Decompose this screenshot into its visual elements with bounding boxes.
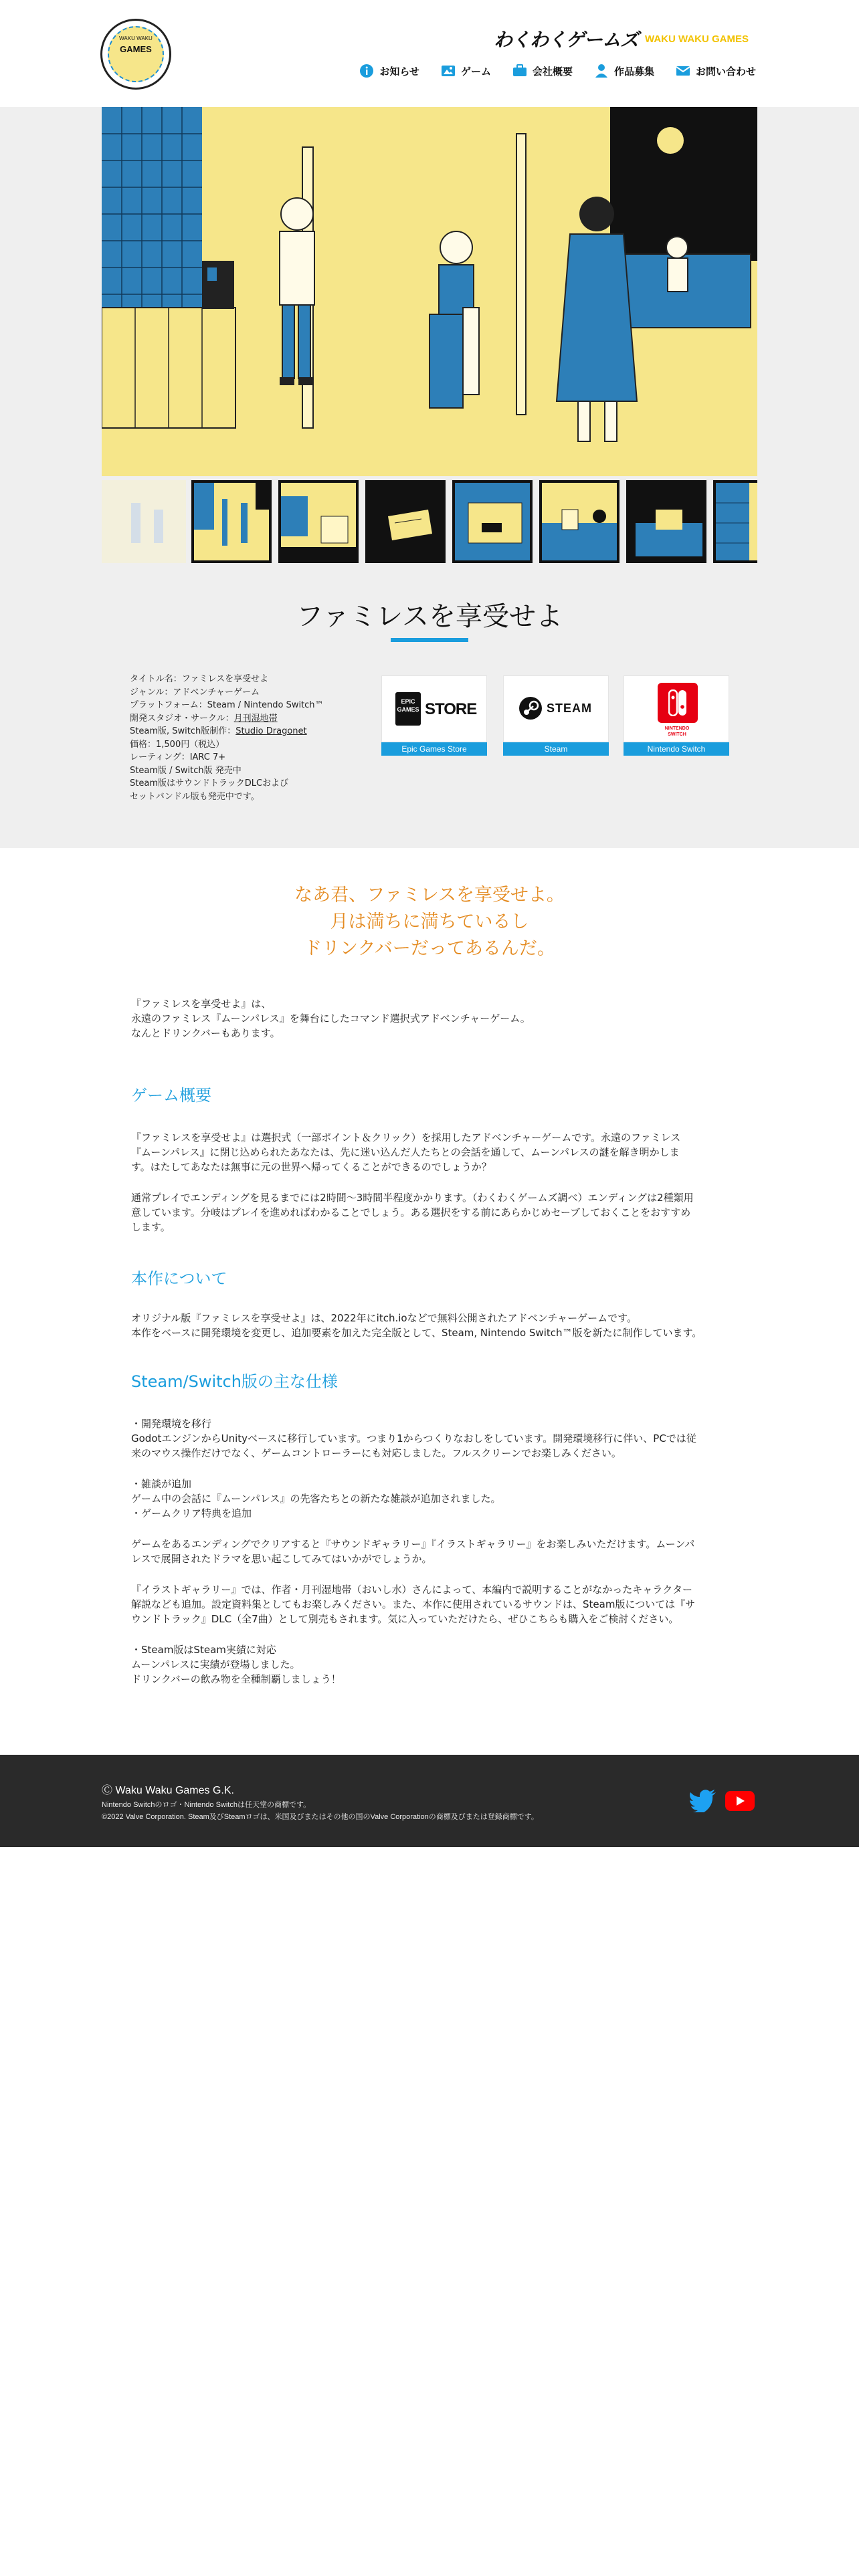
game-info: [130, 673, 344, 803]
specs-p5: ・Steam版はSteam実績に対応 ムーンパレスに実績が登場しました。 ドリンクバーの飲み物を全種制覇しましょう！: [131, 1644, 341, 1685]
gallery-thumb[interactable]: [191, 480, 272, 563]
brand-wordmark[interactable]: [494, 27, 749, 51]
game-image-icon: [441, 64, 456, 78]
info-title: タイトル名：ファミレスを享受せよ: [130, 674, 269, 684]
info-platform: プラットフォーム：Steam / Nintendo Switch™: [130, 700, 324, 710]
nav-recruit[interactable]: [594, 62, 654, 80]
night-window: [610, 107, 757, 261]
logo-top-text: WAKU WAKU: [119, 35, 153, 41]
person-icon: [594, 64, 609, 78]
nav-company-label: 会社概要: [532, 65, 573, 78]
logo-main-text: GAMES: [120, 44, 152, 54]
steam-logo: STEAM: [503, 675, 609, 742]
footer-note-valve: ©2022 Valve Corporation. Steam及びSteamロゴは、米国及びまたはその他の国のValve Corporationの商標及びまたは登録商標です。: [102, 1813, 539, 1821]
footer-copyright: Ⓒ Waku Waku Games G.K.: [102, 1785, 234, 1796]
main-nav: [328, 62, 756, 80]
switch-store-label: Nintendo Switch: [624, 742, 729, 756]
info-port: Steam版, Switch版制作：Studio Dragonet: [130, 726, 307, 736]
site-footer: [0, 1755, 859, 1847]
gallery-thumb[interactable]: [278, 480, 359, 563]
nav-contact-label: お問い合わせ: [695, 65, 756, 78]
brand-jp: わくわくゲームズ: [494, 29, 639, 51]
gallery-thumb[interactable]: [539, 480, 619, 563]
site-header: [0, 0, 859, 107]
intro-text: 『ファミレスを享受せよ』は、 永遠のファミレス『ムーンパレス』を舞台にしたコマンド選択式アドベンチャーゲーム。 なんとドリンクバーもあります。: [131, 998, 531, 1039]
moon-shape: [657, 127, 684, 154]
info-dlc-2: セットバンドル版も発売中です。: [130, 791, 260, 802]
info-studio: 開発スタジオ・サークル：月刊湿地帯: [130, 713, 278, 724]
brand-en: WAKU WAKU GAMES: [645, 33, 749, 45]
steam-store-label: Steam: [503, 742, 609, 756]
briefcase-icon: [512, 64, 527, 78]
catch-line-2: 月は満ちに満ちているし: [330, 911, 529, 932]
overview-p2: 通常プレイでエンディングを見るまでには2時間〜3時間半程度かかります。（わくわくゲームズ調べ）エンディングは2種類用 意しています。分岐はプレイを進めればわかることでしょう。ある選択をする前にあらかじめセーブしておくことをおすすめ します。: [131, 1192, 694, 1233]
twitter-icon[interactable]: [689, 1790, 716, 1812]
gallery-thumb[interactable]: [713, 480, 757, 563]
info-icon: [359, 64, 374, 78]
catch-line-3: ドリンクバーだってあるんだ。: [304, 938, 555, 959]
dragonet-link[interactable]: Studio Dragonet: [235, 726, 307, 736]
hero-illustration: [102, 107, 757, 476]
nav-games-label: ゲーム: [460, 65, 491, 78]
studio-link[interactable]: 月刊湿地帯: [233, 713, 278, 724]
hero-screenshot: [102, 107, 757, 476]
title-underline: [391, 638, 468, 642]
mail-icon: [676, 64, 690, 78]
footer-note-nintendo: Nintendo Switchのロゴ・Nintendo Switchは任天堂の商標です。: [102, 1801, 311, 1809]
nav-games[interactable]: [441, 62, 491, 80]
switch-logo: NINTENDO SWITCH: [624, 675, 729, 742]
gallery-thumb[interactable]: [102, 480, 186, 563]
nav-recruit-label: 作品募集: [613, 65, 654, 78]
nav-contact[interactable]: [676, 62, 756, 80]
screenshot-gallery: [102, 480, 757, 563]
heading-specs: Steam/Switch版の主な仕様: [131, 1372, 338, 1391]
gallery-thumb[interactable]: [452, 480, 533, 563]
info-genre: ジャンル：アドベンチャーゲーム: [130, 687, 260, 697]
heading-about: 本作について: [131, 1269, 227, 1288]
epic-store-label: Epic Games Store: [381, 742, 487, 756]
about-p1: オリジナル版『ファミレスを享受せよ』は、2022年にitch.ioなどで無料公開されたアドベンチャーゲームです。 本作をベースに開発環境を変更し、追加要素を加えた完全版として、Steam, Nintendo Switch™版を新たに制作しています。: [131, 1312, 702, 1339]
site-logo[interactable]: [100, 19, 171, 90]
specs-p4: 『イラストギャラリー』では、作者・月刊湿地帯（おいし水）さんによって、本編内で説明することがなかったキャラクター 解説なども追加。設定資料集としてもお楽しみください。また、本作に使用されているサウンドは、Steam版については『サ ウンドトラック』DLC（全7曲）として別売もされます。気に入っていただけたら、ぜひこちらも購入をご検討ください。: [131, 1584, 696, 1625]
game-title: ファミレスを享受せよ: [296, 601, 563, 632]
info-rating: レーティング：IARC 7+: [130, 752, 226, 762]
info-price: 価格：1,500円（税込）: [130, 739, 225, 750]
switch-store-button[interactable]: [624, 675, 729, 756]
info-release: Steam版 / Switch版 発売中: [130, 765, 242, 776]
nav-company[interactable]: [512, 62, 573, 80]
tiled-wall: [102, 107, 202, 321]
specs-p2: ・雑談が追加 ゲーム中の会話に『ムーンパレス』の先客たちとの新たな雑談が追加されました。 ・ゲームクリア特典を追加: [131, 1478, 501, 1519]
gallery-thumb[interactable]: [626, 480, 706, 563]
nav-news[interactable]: [359, 62, 419, 80]
youtube-icon[interactable]: [725, 1790, 755, 1812]
heading-overview: ゲーム概要: [131, 1086, 211, 1105]
switch-icon: [668, 689, 687, 716]
epic-logo: EPIC GAMES STORE: [381, 675, 487, 742]
drink-machine: [202, 261, 234, 309]
steam-icon: [518, 696, 543, 720]
info-dlc-1: Steam版はサウンドトラックDLCおよび: [130, 778, 289, 788]
gallery-thumb[interactable]: [365, 480, 446, 563]
overview-p1: 『ファミレスを享受せよ』は選択式（一部ポイント＆クリック）を採用したアドベンチャーゲームです。永遠のファミレス 『ムーンパレス』に閉じ込められたあなたは、先に迷い込んだ人たちとの会話を通して、ムーンパレスの謎を解き明かしま す。はたしてあなたは無事に元の世界へ帰ってくることができるのでしょうか？: [131, 1132, 681, 1173]
nav-news-label: お知らせ: [379, 65, 419, 78]
epic-store-button[interactable]: [381, 675, 487, 756]
steam-store-button[interactable]: [503, 675, 609, 756]
specs-p1: ・開発環境を移行 GodotエンジンからUnityベースに移行しています。つまり1からつくりなおしをしています。開発環境移行に伴い、PCでは従 来のマウス操作だけでなく、ゲームコントローラーにも対応しました。フルスクリーンでお楽しみください。: [131, 1418, 696, 1459]
logo-badge: [108, 26, 164, 82]
specs-p3: ゲームをあるエンディングでクリアすると『サウンドギャラリー』『イラストギャラリー』をお楽しみいただけます。ムーンパ レスで展開されたドラマを思い起こしてみてはいかがでしょうか。: [131, 1538, 695, 1565]
catch-line-1: なあ君、ファミレスを享受せよ。: [294, 885, 565, 905]
